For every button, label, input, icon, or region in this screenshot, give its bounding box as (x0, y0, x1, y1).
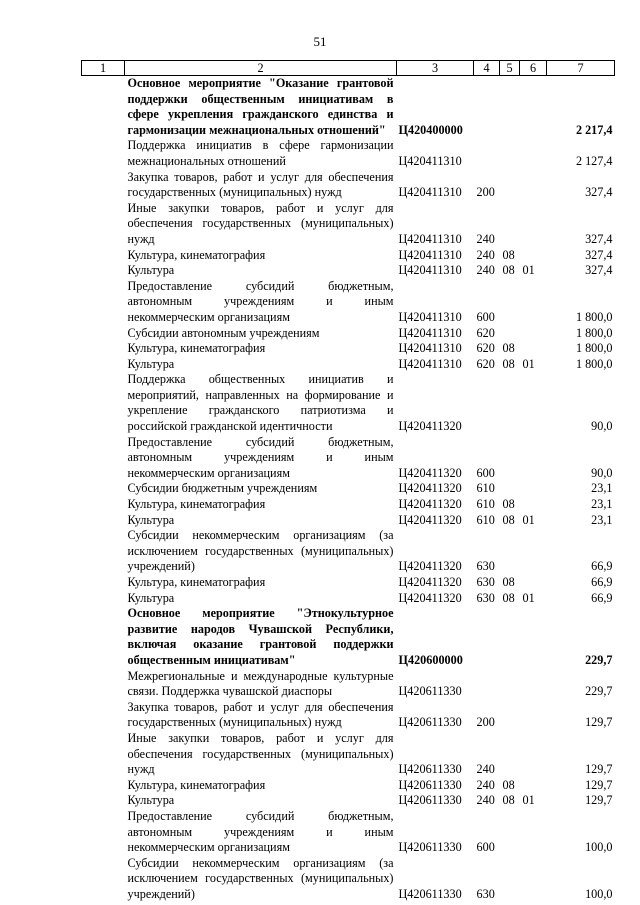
row-name: Предоставление субсидий бюджетным, автономным учреждениям и иным некоммерческим организациям (127, 278, 394, 324)
row-amount: 23,1 (591, 481, 613, 496)
row-amount: 23,1 (591, 512, 613, 527)
row-name: Предоставление субсидий бюджетным, автономным учреждениям и иным некоммерческим организациям (127, 434, 394, 480)
row-amount: 2 127,4 (575, 153, 613, 168)
row-col-5: 08 (502, 263, 515, 278)
row-name: Культура, кинематография (127, 777, 266, 792)
row-amount: 129,7 (585, 762, 613, 777)
row-name: Основное мероприятие "Оказание грантовой поддержки общественным инициативам в сфере укрепления гражданского единства и гармонизации межнациональных отношений" (127, 76, 394, 137)
row-col-5 (500, 372, 520, 434)
row-name: Иные закупки товаров, работ и услуг для обеспечения государственных (муниципальных) нужд (127, 730, 394, 777)
blank-cell (82, 591, 125, 607)
row-col-6 (520, 856, 547, 903)
blank-cell (82, 856, 125, 903)
row-col-6 (520, 700, 547, 731)
table-row (82, 731, 615, 778)
row-col-5 (500, 76, 520, 139)
row-code: Ц420611330 (398, 684, 462, 699)
row-col-4: 240 (476, 231, 495, 246)
row-col-6: 01 (522, 263, 535, 278)
blank-cell (82, 575, 125, 591)
row-name: Субсидии бюджетным учреждениям (127, 481, 318, 496)
header-col-3: 3 (397, 61, 474, 76)
row-col-5: 08 (502, 247, 515, 262)
blank-cell (82, 76, 125, 139)
table-row (82, 263, 615, 279)
blank-cell (82, 263, 125, 279)
row-col-5 (500, 700, 520, 731)
row-code: Ц420411320 (398, 497, 462, 512)
blank-cell (82, 778, 125, 794)
row-col-6: 01 (522, 356, 535, 371)
row-code: Ц420400000 (398, 122, 463, 137)
row-amount: 66,9 (591, 590, 613, 605)
blank-cell (82, 513, 125, 529)
row-code: Ц420411320 (398, 512, 462, 527)
row-code: Ц420411320 (398, 481, 462, 496)
row-col-5: 08 (502, 575, 515, 589)
header-col-4: 4 (474, 61, 500, 76)
row-col-5 (500, 731, 520, 778)
blank-cell (82, 731, 125, 778)
row-code: Ц420411310 (398, 341, 462, 356)
row-col-5 (500, 481, 520, 497)
row-col-4: 620 (476, 325, 495, 340)
header-col-2: 2 (125, 61, 397, 76)
header-col-5: 5 (500, 61, 520, 76)
table-row (82, 279, 615, 326)
row-col-6 (520, 76, 547, 139)
row-col-5 (500, 606, 520, 668)
row-col-4: 610 (476, 481, 495, 496)
blank-cell (82, 435, 125, 482)
row-col-4: 620 (476, 356, 495, 371)
table-row (82, 138, 615, 169)
row-amount: 1 800,0 (575, 356, 613, 371)
row-col-5: 08 (502, 793, 515, 808)
row-code: Ц420411310 (398, 153, 462, 168)
row-col-5: 08 (502, 512, 515, 527)
blank-cell (82, 279, 125, 326)
table-row (82, 591, 615, 607)
blank-cell (82, 700, 125, 731)
row-col-5 (500, 435, 520, 482)
row-col-4 (474, 138, 500, 169)
row-amount: 129,7 (585, 715, 613, 730)
row-col-6 (520, 606, 547, 668)
row-code: Ц420411320 (398, 419, 462, 434)
budget-table (81, 60, 615, 902)
row-amount: 327,4 (585, 247, 613, 262)
row-name: Культура (127, 512, 175, 527)
row-col-4: 630 (476, 575, 495, 589)
row-code: Ц420611330 (398, 840, 462, 855)
row-amount: 23,1 (591, 497, 613, 512)
row-col-5 (500, 138, 520, 169)
row-name: Поддержка общественных инициатив и мероприятий, направленных на формирование и укрепление гражданского патриотизма и российской гражданской идентичности (127, 372, 394, 434)
row-name: Культура, кинематография (127, 575, 266, 589)
table-row (82, 170, 615, 201)
row-col-4: 630 (476, 559, 495, 574)
blank-cell (82, 326, 125, 342)
row-col-6 (520, 326, 547, 342)
blank-cell (82, 357, 125, 373)
row-code: Ц420600000 (398, 652, 463, 667)
table-row (82, 201, 615, 248)
row-name: Культура (127, 590, 175, 605)
row-code: Ц420411310 (398, 325, 462, 340)
table-row (82, 778, 615, 794)
row-col-5 (500, 528, 520, 575)
row-col-4: 240 (476, 762, 495, 777)
row-col-4: 240 (476, 247, 495, 262)
row-col-5: 08 (502, 341, 515, 356)
row-col-4: 600 (476, 309, 495, 324)
row-name: Поддержка инициатив в сфере гармонизации межнациональных отношений (127, 138, 394, 168)
row-code: Ц420611330 (398, 793, 462, 808)
section-row (82, 76, 615, 139)
blank-cell (82, 170, 125, 201)
header-col-7: 7 (547, 61, 615, 76)
row-name: Культура, кинематография (127, 341, 266, 356)
table-row (82, 575, 615, 591)
row-col-4: 240 (476, 777, 495, 792)
row-col-5 (500, 809, 520, 856)
blank-cell (82, 793, 125, 809)
row-col-6 (520, 248, 547, 264)
table-row (82, 856, 615, 903)
row-name: Основное мероприятие "Этнокультурное развитие народов Чувашской Республики, включая оказание грантовой поддержки общественным инициативам" (127, 606, 394, 667)
row-amount: 327,4 (585, 185, 613, 200)
row-amount: 229,7 (585, 684, 613, 699)
blank-cell (82, 669, 125, 700)
table-row (82, 497, 615, 513)
row-name: Культура, кинематография (127, 247, 266, 262)
row-col-6: 01 (522, 512, 535, 527)
row-col-6 (520, 778, 547, 794)
row-name: Субсидии автономным учреждениям (127, 325, 320, 340)
row-code: Ц420611330 (398, 886, 462, 901)
section-row (82, 606, 615, 668)
table-row (82, 700, 615, 731)
row-col-5 (500, 856, 520, 903)
table-row (82, 513, 615, 529)
row-amount: 2 217,4 (575, 122, 613, 137)
row-code: Ц420611330 (398, 777, 462, 792)
blank-cell (82, 528, 125, 575)
row-col-6 (520, 731, 547, 778)
header-col-1: 1 (82, 61, 125, 76)
row-col-6 (520, 170, 547, 201)
row-code: Ц420411310 (398, 231, 462, 246)
row-name: Культура, кинематография (127, 497, 266, 512)
row-code: Ц420611330 (398, 762, 462, 777)
row-col-4: 200 (476, 715, 495, 730)
row-name: Культура (127, 793, 175, 808)
row-amount: 129,7 (585, 777, 613, 792)
row-col-6 (520, 435, 547, 482)
row-name: Закупка товаров, работ и услуг для обеспечения государственных (муниципальных) нужд (127, 699, 394, 730)
row-amount: 1 800,0 (575, 325, 613, 340)
row-col-4: 620 (476, 341, 495, 356)
header-col-6: 6 (520, 61, 547, 76)
blank-cell (82, 372, 125, 434)
row-amount: 1 800,0 (575, 309, 613, 324)
row-col-5 (500, 201, 520, 248)
row-amount: 90,0 (591, 419, 613, 434)
row-col-6 (520, 575, 547, 591)
page-number: 51 (313, 34, 327, 49)
row-col-4 (474, 372, 500, 434)
row-code: Ц420411310 (398, 263, 462, 278)
row-code: Ц420411310 (398, 309, 462, 324)
row-col-4: 240 (476, 263, 495, 278)
row-code: Ц420411320 (398, 575, 462, 589)
row-col-4: 630 (476, 886, 495, 901)
row-col-4: 610 (476, 512, 495, 527)
row-col-4 (474, 669, 500, 700)
row-col-6 (520, 372, 547, 434)
row-col-6 (520, 341, 547, 357)
row-col-6: 01 (522, 793, 535, 808)
table-row (82, 793, 615, 809)
row-amount: 229,7 (585, 652, 613, 667)
row-amount: 1 800,0 (575, 341, 613, 356)
table-row (82, 435, 615, 482)
blank-cell (82, 497, 125, 513)
row-name: Закупка товаров, работ и услуг для обеспечения государственных (муниципальных) нужд (127, 169, 394, 200)
row-amount: 129,7 (585, 793, 613, 808)
table-row (82, 372, 615, 434)
row-col-4: 600 (476, 465, 495, 480)
row-col-4: 610 (476, 497, 495, 512)
blank-cell (82, 481, 125, 497)
row-name: Иные закупки товаров, работ и услуг для обеспечения государственных (муниципальных) нужд (127, 200, 394, 246)
row-code: Ц420611330 (398, 715, 462, 730)
row-col-5 (500, 170, 520, 201)
row-amount: 327,4 (585, 231, 613, 246)
row-col-6: 01 (522, 590, 535, 605)
table-row (82, 809, 615, 856)
blank-cell (82, 201, 125, 248)
row-code: Ц420411320 (398, 559, 462, 574)
row-code: Ц420411310 (398, 185, 462, 200)
table-row (82, 357, 615, 373)
row-col-6 (520, 528, 547, 575)
table-body (82, 61, 615, 903)
row-col-6 (520, 279, 547, 326)
row-col-6 (520, 201, 547, 248)
blank-cell (82, 248, 125, 264)
row-name: Субсидии некоммерческим организациям (за исключением государственных (муниципальных) учреждений) (127, 528, 394, 574)
row-col-6 (520, 481, 547, 497)
table-row (82, 326, 615, 342)
row-col-6 (520, 669, 547, 700)
row-amount: 66,9 (591, 559, 613, 574)
row-col-4: 200 (476, 185, 495, 200)
row-name: Межрегиональные и международные культурные связи. Поддержка чувашской диаспоры (127, 668, 394, 699)
row-col-4 (474, 606, 500, 668)
row-col-4 (474, 76, 500, 139)
blank-cell (82, 809, 125, 856)
row-amount: 100,0 (585, 840, 613, 855)
row-col-4: 240 (476, 793, 495, 808)
row-name: Предоставление субсидий бюджетным, автономным учреждениям и иным некоммерческим организациям (127, 808, 394, 855)
blank-cell (82, 341, 125, 357)
row-amount: 100,0 (585, 886, 613, 901)
row-code: Ц420411310 (398, 247, 462, 262)
row-col-5: 08 (502, 497, 515, 512)
blank-cell (82, 606, 125, 668)
row-amount: 90,0 (591, 465, 613, 480)
row-name: Культура (127, 263, 175, 278)
row-code: Ц420411320 (398, 465, 462, 480)
header-row (82, 61, 615, 76)
row-col-5 (500, 669, 520, 700)
row-code: Ц420411310 (398, 356, 462, 371)
row-col-6 (520, 809, 547, 856)
table-row (82, 528, 615, 575)
row-amount: 327,4 (585, 263, 613, 278)
table-row (82, 341, 615, 357)
row-col-6 (520, 497, 547, 513)
row-col-5: 08 (502, 590, 515, 605)
row-col-4: 630 (476, 590, 495, 605)
blank-cell (82, 138, 125, 169)
table-row (82, 481, 615, 497)
row-col-5 (500, 326, 520, 342)
table-row (82, 248, 615, 264)
row-col-4: 600 (476, 840, 495, 855)
row-code: Ц420411320 (398, 590, 462, 605)
row-col-5: 08 (502, 777, 515, 792)
row-amount: 66,9 (591, 575, 613, 589)
row-col-5: 08 (502, 356, 515, 371)
row-col-5 (500, 279, 520, 326)
row-col-6 (520, 138, 547, 169)
row-name: Субсидии некоммерческим организациям (за исключением государственных (муниципальных) учреждений) (127, 855, 394, 901)
table-row (82, 669, 615, 700)
row-name: Культура (127, 356, 175, 371)
